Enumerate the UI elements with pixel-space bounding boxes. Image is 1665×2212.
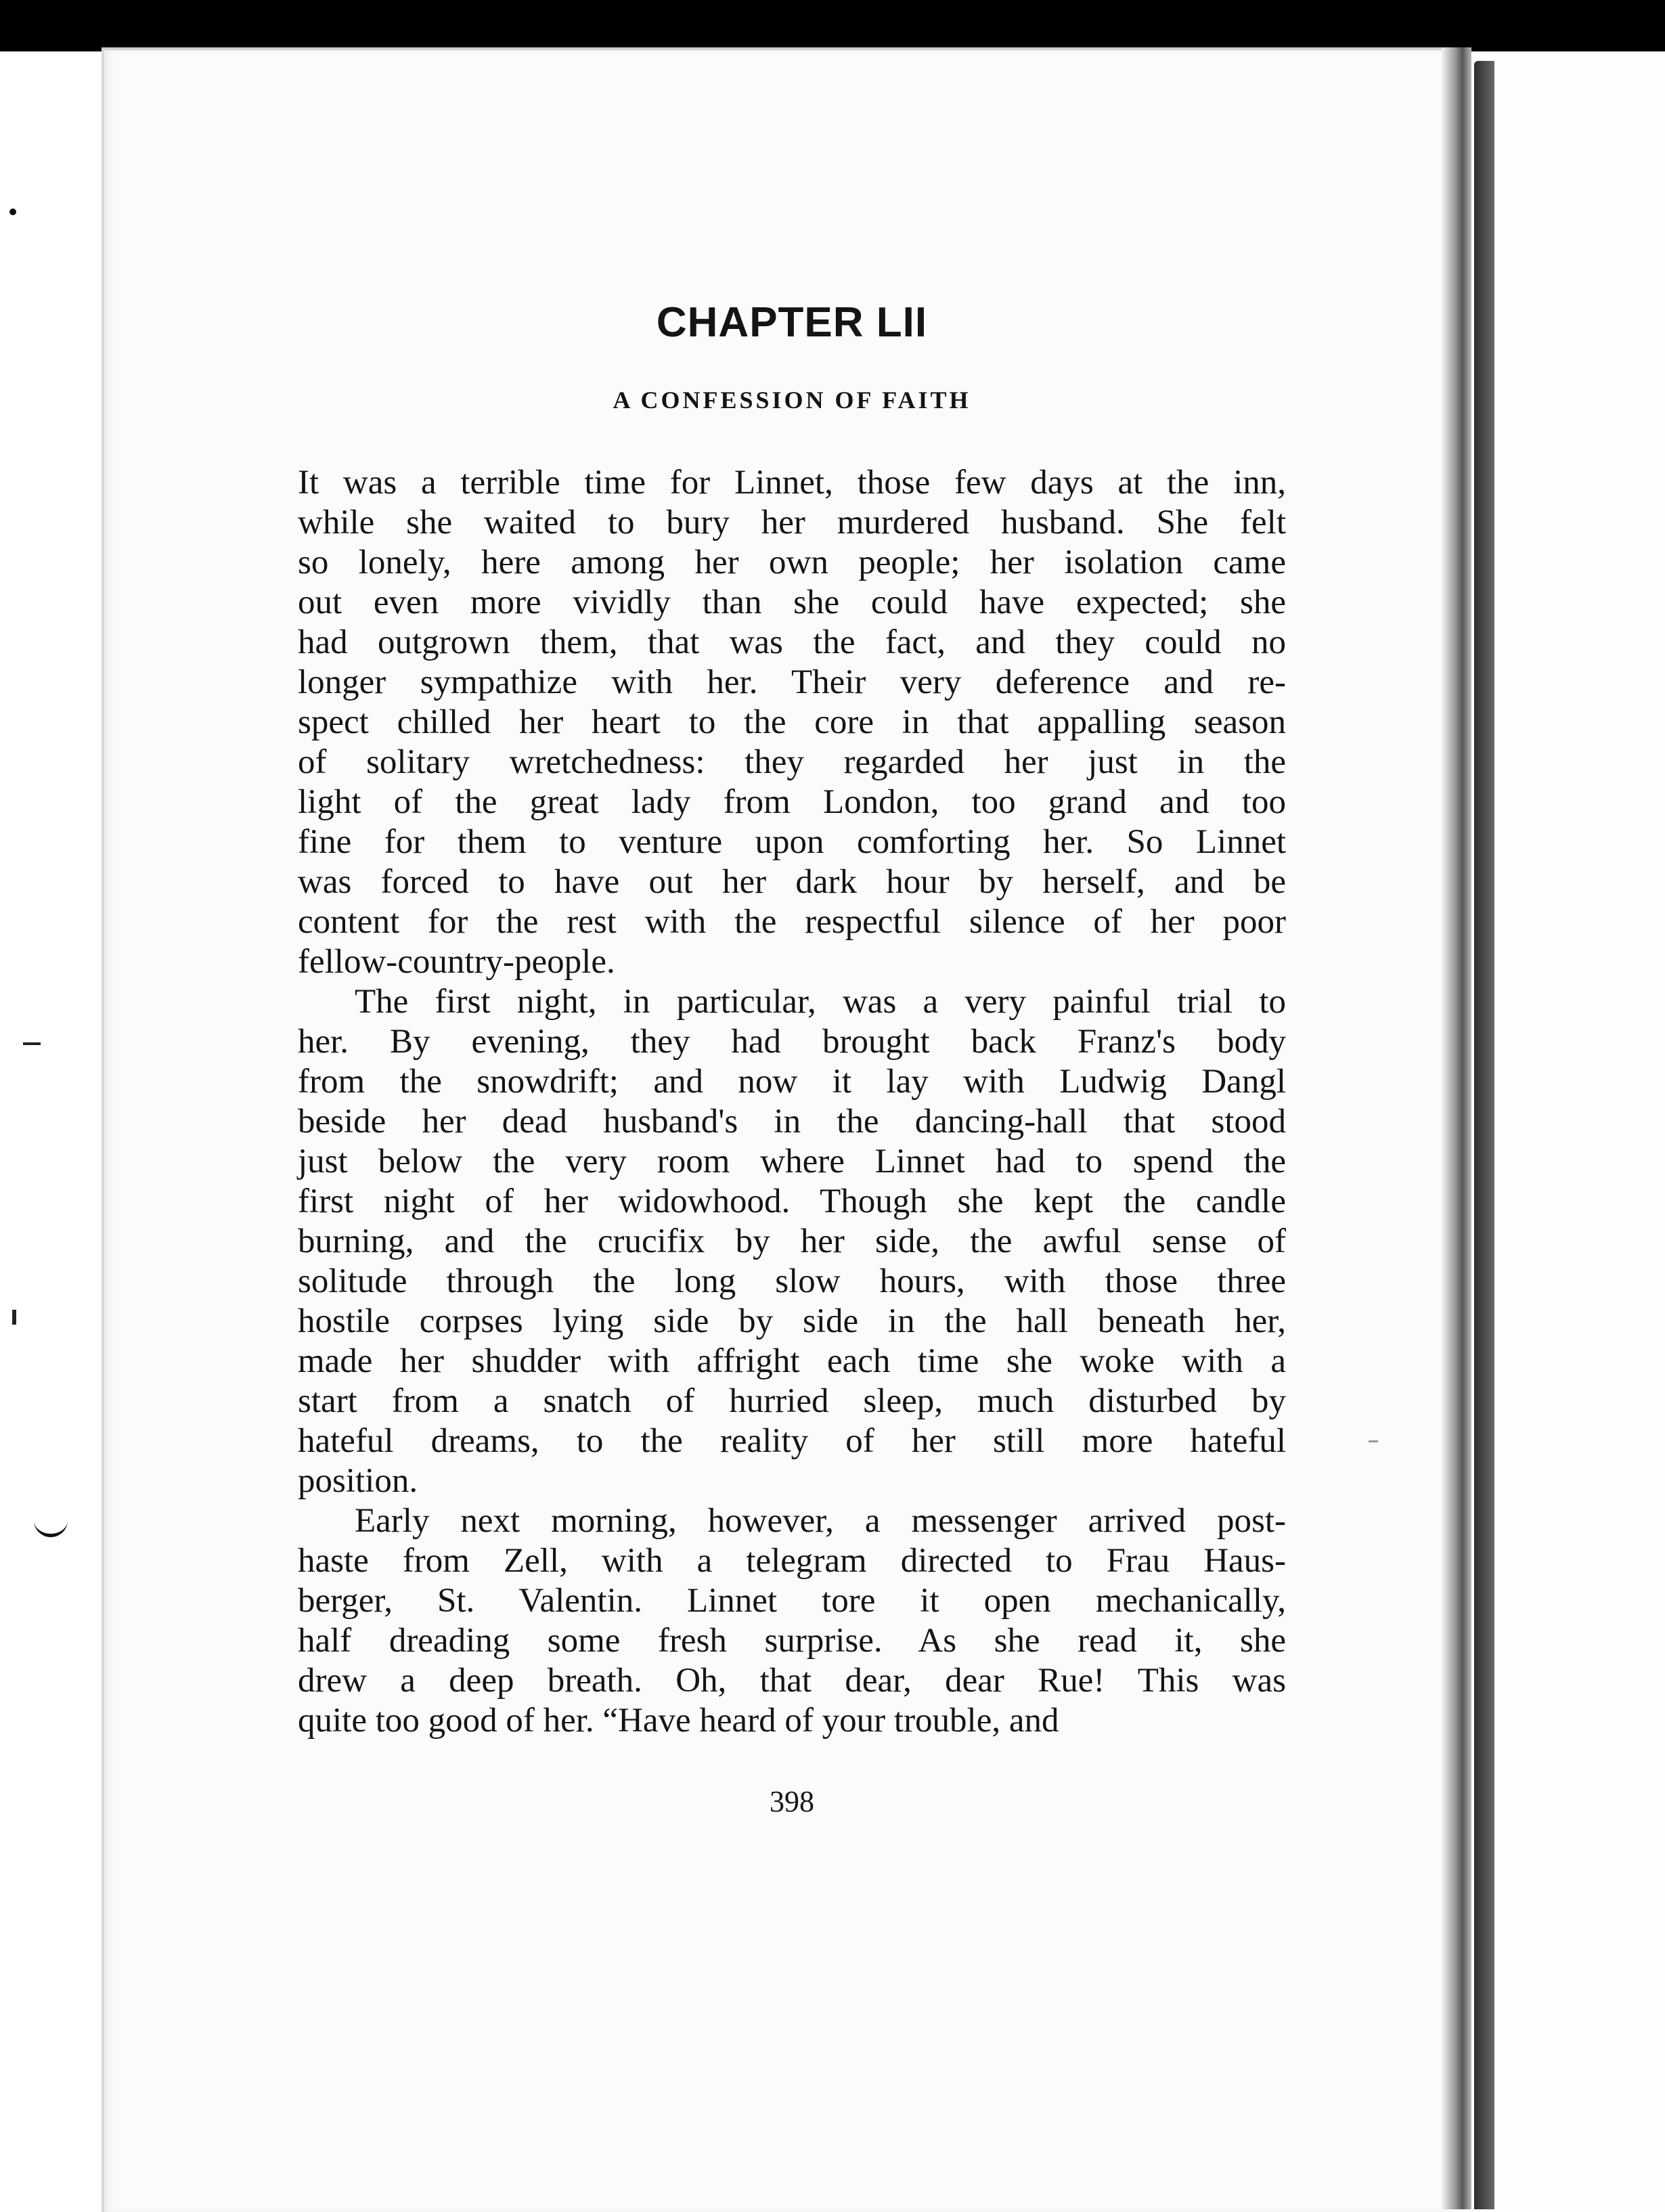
text-line: The first night, in particular, was a very painful trial to	[355, 983, 1286, 1021]
text-line: first night of her widowhood. Though she kept the candle	[298, 1182, 1286, 1221]
text-line: fine for them to venture upon comforting her. So Linnet	[298, 823, 1286, 862]
page-text	[298, 298, 1286, 1818]
text-line: spect chilled her heart to the core in that appalling season	[298, 703, 1286, 742]
text-line: solitude through the long slow hours, with those three	[298, 1262, 1286, 1301]
scan-border-top	[0, 0, 1665, 51]
text-line: fellow-country-people.	[298, 943, 615, 981]
text-line: hostile corpses lying side by side in the hall beneath her,	[298, 1302, 1286, 1341]
paragraph	[298, 982, 1286, 1501]
scan-mark	[12, 1310, 16, 1325]
chapter-subtitle: A CONFESSION OF FAITH	[613, 386, 971, 414]
text-line: her. By evening, they had brought back Franz's body	[298, 1023, 1286, 1061]
text-line: was forced to have out her dark hour by herself, and be	[298, 863, 1286, 902]
text-line: Early next morning, however, a messenger arrived post-	[355, 1502, 1286, 1541]
text-line: quite too good of her. “Have heard of your trouble, and	[298, 1702, 1059, 1740]
scan-speck	[9, 208, 16, 215]
text-line: just below the very room where Linnet had to spend the	[298, 1143, 1286, 1181]
page-number: 398	[770, 1785, 814, 1818]
text-line: position.	[298, 1462, 418, 1501]
text-line: so lonely, here among her own people; her isolation came	[298, 544, 1286, 582]
text-line: haste from Zell, with a telegram directed to Frau Haus-	[298, 1542, 1286, 1580]
text-line: out even more vividly than she could have expected; she	[298, 583, 1286, 622]
text-line: from the snowdrift; and now it lay with Ludwig Dangl	[298, 1063, 1286, 1101]
text-line: It was a terrible time for Linnet, those few days at the inn,	[298, 464, 1286, 502]
text-line: had outgrown them, that was the fact, and they could no	[298, 623, 1286, 662]
text-line: drew a deep breath. Oh, that dear, dear Rue! This was	[298, 1662, 1286, 1700]
paragraph	[298, 463, 1286, 982]
scan-mark	[34, 1513, 68, 1537]
text-line: while she waited to bury her murdered husband. She felt	[298, 504, 1286, 542]
text-line: longer sympathize with her. Their very deference and re-	[298, 663, 1286, 702]
text-line: of solitary wretchedness: they regarded her just in the	[298, 743, 1286, 782]
text-line: half dreading some fresh surprise. As she read it, she	[298, 1622, 1286, 1660]
scan-mark	[23, 1042, 41, 1045]
text-line: content for the rest with the respectful silence of her poor	[298, 903, 1286, 942]
text-line: beside her dead husband's in the dancing-hall that stood	[298, 1103, 1286, 1141]
paragraph	[298, 1501, 1286, 1741]
text-line: start from a snatch of hurried sleep, much disturbed by	[298, 1382, 1286, 1421]
text-line: burning, and the crucifix by her side, the awful sense of	[298, 1222, 1286, 1261]
chapter-title: CHAPTER LII	[656, 299, 928, 346]
book-spine-shadow	[1442, 47, 1471, 2209]
scan-mark	[1369, 1440, 1378, 1442]
text-line: berger, St. Valentin. Linnet tore it open mechanically,	[298, 1582, 1286, 1620]
body-text	[298, 463, 1286, 1741]
book-spine	[1474, 61, 1494, 2209]
facing-page-edge	[1496, 56, 1665, 2209]
text-line: hateful dreams, to the reality of her still more hateful	[298, 1422, 1286, 1461]
text-line: light of the great lady from London, too grand and too	[298, 783, 1286, 822]
text-line: made her shudder with affright each time she woke with a	[298, 1342, 1286, 1381]
